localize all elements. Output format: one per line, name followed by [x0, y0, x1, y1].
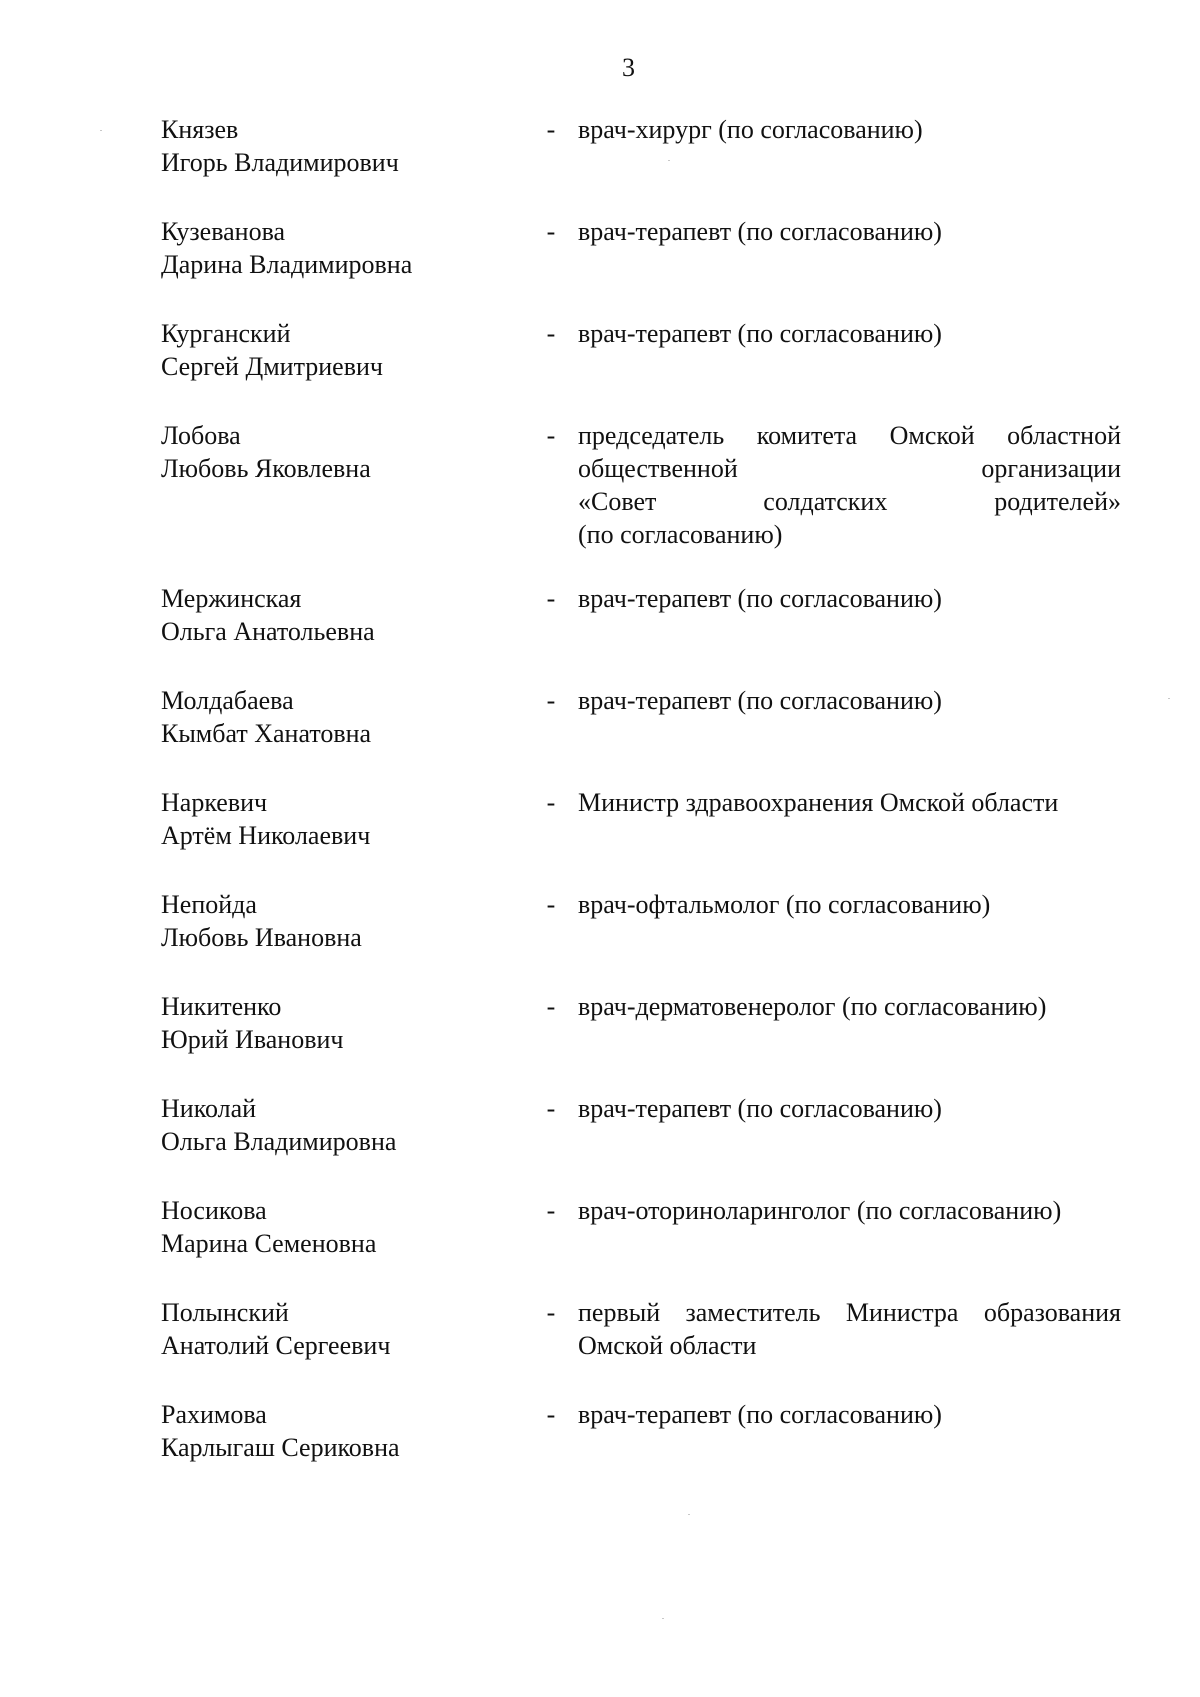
- role-line: первый заместитель Министра образования: [578, 1298, 1121, 1327]
- role-line: врач-терапевт (по согласованию): [578, 584, 942, 613]
- member-given-names: Сергей Дмитриевич: [161, 352, 383, 381]
- member-given-names: Ольга Владимировна: [161, 1127, 397, 1156]
- separator-dash: -: [546, 319, 556, 348]
- member-role: [578, 888, 1121, 921]
- separator-dash: -: [546, 1196, 556, 1225]
- scan-speck: [668, 160, 670, 161]
- member-role: [578, 215, 1121, 248]
- role-line: врач-терапевт (по согласованию): [578, 1400, 942, 1429]
- member-name: [161, 990, 521, 1056]
- member-name: [161, 786, 521, 852]
- member-surname: Николай: [161, 1094, 257, 1123]
- role-line: общественной организации: [578, 454, 1121, 483]
- member-role: [578, 113, 1121, 146]
- separator-dash: -: [546, 992, 556, 1021]
- member-surname: Мержинская: [161, 584, 302, 613]
- member-name: [161, 1296, 521, 1362]
- member-given-names: Игорь Владимирович: [161, 148, 399, 177]
- separator-dash: -: [546, 1094, 556, 1123]
- member-given-names: Кымбат Ханатовна: [161, 719, 372, 748]
- member-role: [578, 1296, 1121, 1362]
- role-line: врач-дерматовенеролог (по согласованию): [578, 992, 1047, 1021]
- member-surname: Носикова: [161, 1196, 267, 1225]
- scan-speck: [688, 1514, 690, 1515]
- separator-dash: -: [546, 1298, 556, 1327]
- separator-dash: -: [546, 890, 556, 919]
- member-given-names: Анатолий Сергеевич: [161, 1331, 391, 1360]
- member-role: [578, 419, 1121, 551]
- member-given-names: Юрий Иванович: [161, 1025, 344, 1054]
- separator-dash: -: [546, 115, 556, 144]
- member-name: [161, 317, 521, 383]
- member-role: [578, 582, 1121, 615]
- role-line: врач-оториноларинголог (по согласованию): [578, 1196, 1062, 1225]
- member-surname: Лобова: [161, 421, 241, 450]
- member-surname: Полынский: [161, 1298, 289, 1327]
- separator-dash: -: [546, 584, 556, 613]
- separator-dash: -: [546, 217, 556, 246]
- role-line: Министр здравоохранения Омской области: [578, 788, 1059, 817]
- scan-speck: [100, 130, 102, 131]
- role-line: «Совет солдатских родителей»: [578, 487, 1121, 516]
- member-name: [161, 419, 521, 485]
- scan-speck: [1168, 698, 1170, 699]
- separator-dash: -: [546, 421, 556, 450]
- member-given-names: Любовь Яковлевна: [161, 454, 371, 483]
- member-role: [578, 1194, 1121, 1227]
- member-name: [161, 582, 521, 648]
- member-surname: Кузеванова: [161, 217, 286, 246]
- member-surname: Наркевич: [161, 788, 268, 817]
- member-role: [578, 786, 1121, 819]
- member-role: [578, 1398, 1121, 1431]
- member-surname: Непойда: [161, 890, 257, 919]
- member-surname: Князев: [161, 115, 239, 144]
- role-line: (по согласованию): [578, 520, 783, 549]
- member-surname: Курганский: [161, 319, 291, 348]
- scan-speck: [662, 1618, 664, 1619]
- member-surname: Рахимова: [161, 1400, 267, 1429]
- page-number: 3: [622, 53, 635, 82]
- member-given-names: Ольга Анатольевна: [161, 617, 375, 646]
- role-line: врач-хирург (по согласованию): [578, 115, 923, 144]
- separator-dash: -: [546, 1400, 556, 1429]
- member-name: [161, 888, 521, 954]
- member-name: [161, 1092, 521, 1158]
- member-surname: Молдабаева: [161, 686, 294, 715]
- member-name: [161, 215, 521, 281]
- role-line: врач-терапевт (по согласованию): [578, 1094, 942, 1123]
- role-line: Омской области: [578, 1331, 757, 1360]
- role-line: врач-терапевт (по согласованию): [578, 217, 942, 246]
- member-name: [161, 1194, 521, 1260]
- member-name: [161, 1398, 521, 1464]
- separator-dash: -: [546, 788, 556, 817]
- member-surname: Никитенко: [161, 992, 282, 1021]
- member-given-names: Артём Николаевич: [161, 821, 371, 850]
- member-role: [578, 684, 1121, 717]
- member-given-names: Дарина Владимировна: [161, 250, 413, 279]
- member-given-names: Марина Семеновна: [161, 1229, 377, 1258]
- separator-dash: -: [546, 686, 556, 715]
- member-name: [161, 113, 521, 179]
- member-role: [578, 1092, 1121, 1125]
- member-name: [161, 684, 521, 750]
- member-role: [578, 317, 1121, 350]
- role-line: врач-офтальмолог (по согласованию): [578, 890, 991, 919]
- role-line: врач-терапевт (по согласованию): [578, 686, 942, 715]
- role-line: врач-терапевт (по согласованию): [578, 319, 942, 348]
- member-role: [578, 990, 1121, 1023]
- member-given-names: Любовь Ивановна: [161, 923, 362, 952]
- member-given-names: Карлыгаш Сериковна: [161, 1433, 400, 1462]
- role-line: председатель комитета Омской областной: [578, 421, 1121, 450]
